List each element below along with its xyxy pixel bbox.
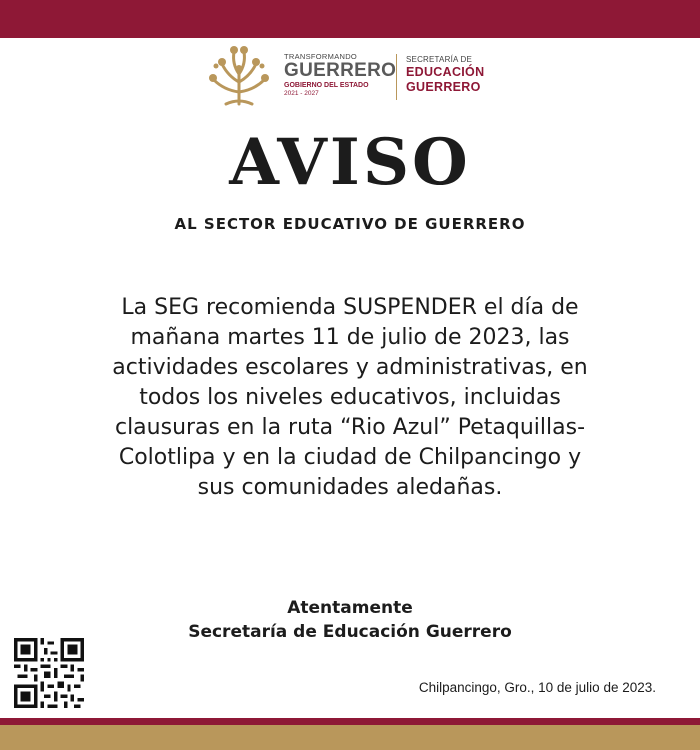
qr-code-icon	[14, 638, 84, 708]
place-and-date: Chilpancingo, Gro., 10 de julio de 2023.	[418, 680, 656, 695]
bottom-red-band	[0, 718, 700, 725]
notice-title: AVISO	[229, 125, 471, 200]
state-government-logo-text	[284, 52, 397, 98]
sec-name-line2: GUERRERO	[406, 80, 481, 94]
closing-line1: Atentamente	[287, 598, 413, 618]
body-line: clausuras en la ruta “Rio Azul” Petaquillas-	[114, 415, 586, 440]
gov-years: 2021 - 2027	[284, 90, 319, 97]
body-line: todos los niveles educativos, incluidas	[139, 385, 561, 410]
body-line: actividades escolares y administrativas, en	[112, 355, 588, 380]
body-line: mañana martes 11 de julio de 2023, las	[130, 325, 570, 350]
body-line: La SEG recomienda SUSPENDER el día de	[121, 295, 579, 320]
notice-body	[80, 293, 620, 503]
top-color-band	[0, 0, 700, 38]
notice-subtitle: AL SECTOR EDUCATIVO DE GUERRERO	[174, 215, 526, 233]
header-divider	[396, 54, 397, 100]
body-line: Colotlipa y en la ciudad de Chilpancingo y	[118, 445, 582, 470]
sec-name-line1: EDUCACIÓN	[406, 65, 485, 79]
gov-tagline: TRANSFORMANDO	[284, 52, 358, 61]
gov-name: GUERRERO	[284, 60, 397, 81]
tree-emblem-icon	[204, 42, 274, 108]
closing-signature	[0, 596, 700, 644]
body-line: sus comunidades aledañas.	[197, 475, 503, 500]
gov-subtitle: GOBIERNO DEL ESTADO	[284, 82, 369, 89]
bottom-gold-band	[0, 725, 700, 750]
closing-line2: Secretaría de Educación Guerrero	[188, 622, 512, 642]
secretariat-logo-text	[406, 55, 516, 95]
header-logos	[204, 42, 504, 108]
sec-label: SECRETARÍA DE	[406, 55, 473, 64]
